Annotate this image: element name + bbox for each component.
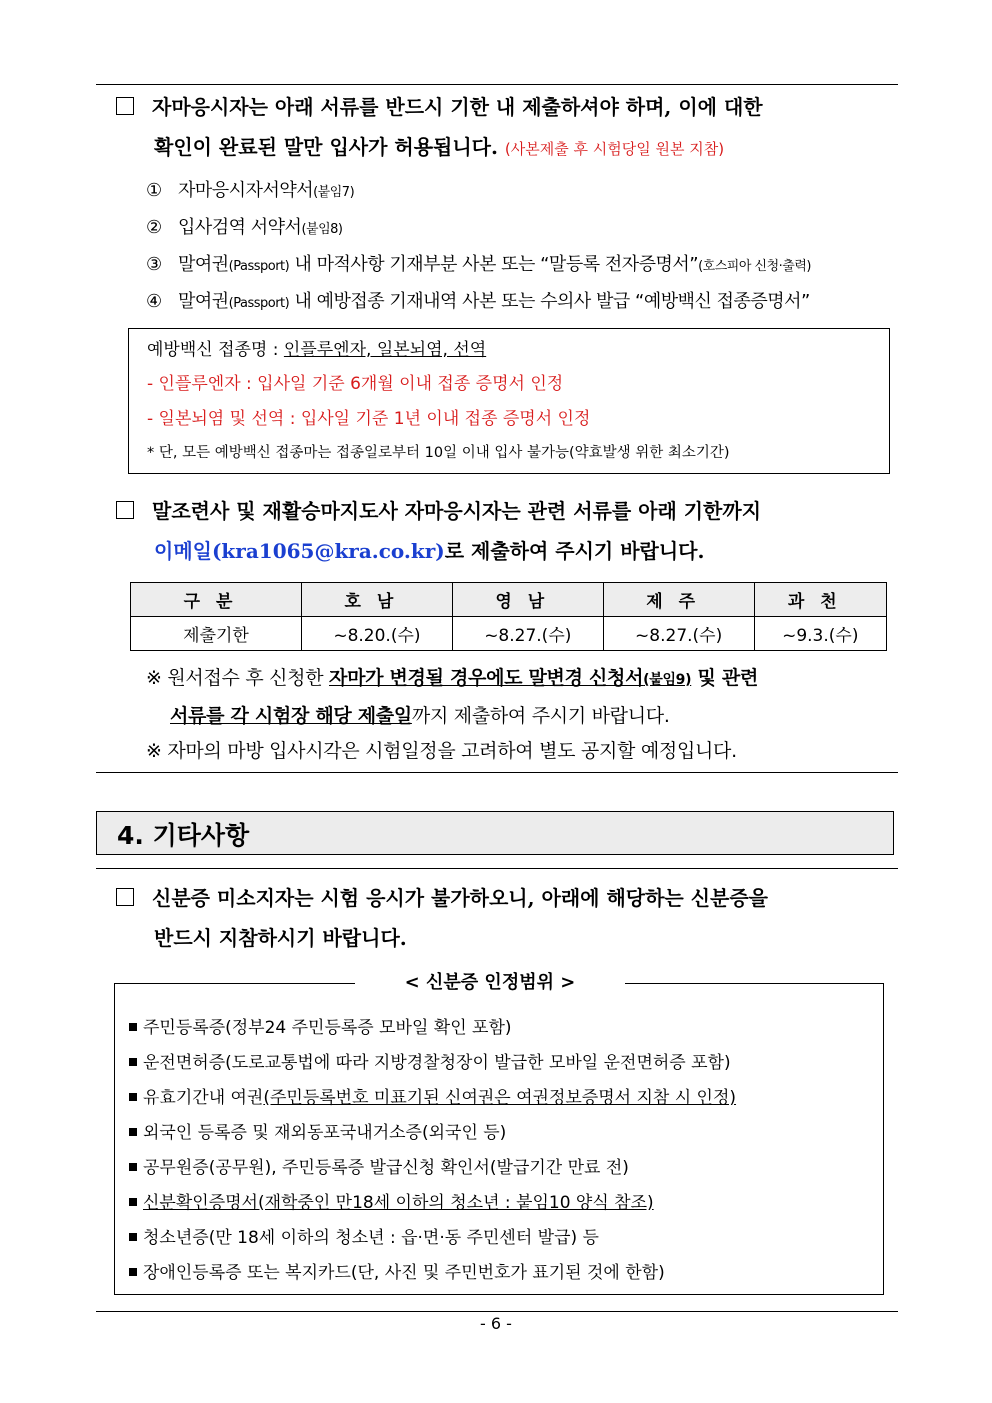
doc-item-4: ④ 말여권(Passport) 내 예방접종 기재내역 사본 또는 수의사 발급 “예방백신 접종증명서” — [146, 291, 810, 312]
bullet-icon — [129, 1023, 137, 1031]
bullet-icon — [129, 1233, 137, 1241]
vaccine-box — [128, 328, 890, 474]
checkbox-icon — [116, 888, 134, 906]
id-paragraph: 신분증 미소지자는 시험 응시가 불가하오니, 아래에 해당하는 신분증을 반드시 지참하시기 바랍니다. — [116, 878, 892, 958]
email-paragraph: 말조련사 및 재활승마지도사 자마응시자는 관련 서류를 아래 기한까지 이메일(kra1065@kra.co.kr)로 제출하여 주시기 바랍니다. — [116, 491, 892, 571]
id-box-title: < 신분증 인정범위 > — [355, 968, 625, 998]
checkbox-icon — [116, 97, 134, 115]
bullet-icon — [129, 1163, 137, 1171]
doc-item-2: ② 입사검역 서약서(붙임8) — [146, 217, 343, 238]
list-item: 유효기간내 여권(주민등록번호 미표기된 신여권은 여권정보증명서 지참 시 인정) — [129, 1086, 736, 1110]
list-item: 청소년증(만 18세 이하의 청소년 : 읍·면·동 주민센터 발급) 등 — [129, 1226, 599, 1250]
table-header-row: 구분 호남 영남 제주 과천 — [131, 583, 887, 617]
list-item: 외국인 등록증 및 재외동포국내거소증(외국인 등) — [129, 1121, 506, 1145]
change-note: ※ 원서접수 후 신청한 자마가 변경될 경우에도 말변경 신청서(붙임9) 및 관련 서류를 각 시험장 해당 제출일까지 제출하여 주시기 바랍니다. — [146, 667, 759, 727]
email-link[interactable]: 이메일(kra1065@kra.co.kr) — [154, 539, 445, 563]
doc-item-3: ③ 말여권(Passport) 내 마적사항 기재부분 사본 또는 “말등록 전자증명서”(호스피아 신청·출력) — [146, 254, 811, 275]
doc-item-1: ① 자마응시자서약서(붙임7) — [146, 180, 355, 201]
original-note: (사본제출 후 시험당일 원본 지참) — [504, 140, 725, 158]
deadline-table — [130, 582, 887, 651]
stall-note: ※ 자마의 마방 입사시각은 시험일정을 고려하여 별도 공지할 예정입니다. — [146, 740, 737, 762]
table-row: 제출기한 ~8.20.(수) ~8.27.(수) ~8.27.(수) ~9.3.(수) — [131, 617, 887, 651]
list-item: 주민등록증(정부24 주민등록증 모바일 확인 포함) — [129, 1016, 512, 1040]
list-item: 공무원증(공무원), 주민등록증 발급신청 확인서(발급기간 만료 전) — [129, 1156, 629, 1180]
bullet-icon — [129, 1128, 137, 1136]
section-rule — [96, 772, 898, 773]
vaccine-names: 예방백신 접종명 : 인플루엔자, 일본뇌염, 선역 — [147, 340, 487, 360]
list-item: 장애인등록증 또는 복지카드(단, 사진 및 주민번호가 표기된 것에 한함) — [129, 1261, 665, 1285]
list-item: 신분확인증명서(재학중인 만18세 이하의 청소년 : 붙임10 양식 참조) — [129, 1191, 654, 1215]
vaccine-rule-1: - 인플루엔자 : 입사일 기준 6개월 이내 접종 증명서 인정 — [147, 374, 564, 394]
footer-rule — [96, 1311, 898, 1312]
vaccine-footnote: * 단, 모든 예방백신 접종마는 접종일로부터 10일 이내 입사 불가능(약효발생 위한 최소기간) — [147, 445, 730, 461]
vaccine-rule-2: - 일본뇌염 및 선역 : 입사일 기준 1년 이내 접종 증명서 인정 — [147, 409, 591, 429]
checkbox-icon — [116, 501, 134, 519]
page-number: - 6 - — [480, 1314, 512, 1333]
requirement-paragraph: 자마응시자는 아래 서류를 반드시 기한 내 제출하셔야 하며, 이에 대한 확인이 완료된 말만 입사가 허용됩니다. (사본제출 후 시험당일 원본 지참) — [116, 87, 892, 169]
top-rule — [96, 84, 898, 85]
bullet-icon — [129, 1093, 137, 1101]
list-item: 운전면허증(도로교통법에 따라 지방경찰청장이 발급한 모바일 운전면허증 포함) — [129, 1051, 731, 1075]
bullet-icon — [129, 1058, 137, 1066]
id-range-box — [114, 972, 884, 1295]
section-4-heading: 4. 기타사항 — [96, 811, 894, 855]
bullet-icon — [129, 1268, 137, 1276]
section-rule-2 — [96, 868, 898, 869]
bullet-icon — [129, 1198, 137, 1206]
